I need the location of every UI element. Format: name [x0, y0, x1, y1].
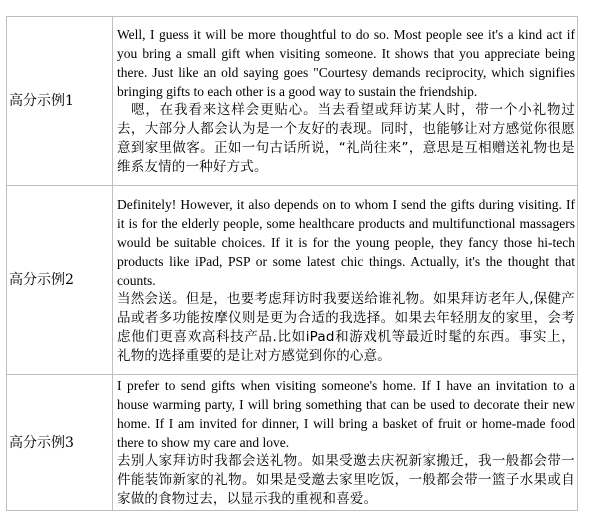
table-row	[7, 17, 578, 186]
answer-samples-sheet	[6, 16, 578, 511]
sample-chinese-text: 当然会送。但是，也要考虑拜访时我要送给谁礼物。如果拜访老年人,保健产品或者多功能按摩仪则是更为合适的我选择。如果去年轻朋友的家里，会考虑他们更喜欢高科技产品.比如iPad和游戏机等最近时髦的东西。事实上，礼物的选择重要的是让对方感觉到你的心意。	[117, 290, 575, 364]
answer-samples-table	[6, 16, 578, 511]
sample-english-text: Well, I guess it will be more thoughtful to do so. Most people see it's a kind act if you bring a small gift when visiting someone. It shows that you appreciate being there. Just like an old saying goes "Courtesy demands reciprocity, which signifies bringing gifts to each other is a good way to sustain the friendship.	[117, 27, 575, 99]
sample-label: 高分示例3	[7, 375, 113, 511]
table-row	[7, 375, 578, 511]
table-row	[7, 186, 578, 375]
sample-label: 高分示例1	[7, 17, 113, 186]
sample-chinese-text: 嗯，在我看来这样会更贴心。当去看望或拜访某人时，带一个小礼物过去，大部分人都会认为是一个友好的表现。同时，也能够让对方感觉你很愿意到家里做客。正如一句古话所说，“礼尚往来”，意思是互相赠送礼物也是维系友情的一种好方式。	[117, 102, 575, 175]
sample-label: 高分示例2	[7, 186, 113, 375]
sample-english-text: I prefer to send gifts when visiting someone's home. If I have an invitation to a house warming party, I will bring something that can be used to decorate their new home. If I am invited for dinner, I will bring a basket of fruit or home-made food there to show my care and love.	[117, 378, 575, 450]
sample-content	[113, 186, 578, 375]
sample-content	[113, 17, 578, 186]
sample-content	[113, 375, 578, 511]
sample-english-text: Definitely! However, it also depends on to whom I send the gifts during visiting. If it is for the elderly people, some healthcare products and multifunctional massagers would be suitable choices. If it is for the young people, they fancy those hi-tech products like iPad, PSP or some latest chic things. Actually, it's the thought that counts.	[117, 196, 575, 288]
sample-chinese-text: 去别人家拜访时我都会送礼物。如果受邀去庆祝新家搬迁，我一般都会带一件能装饰新家的礼物。如果是受邀去家里吃饭，一般都会带一篮子水果或自家做的食物过去，以显示我的重视和喜爱。	[117, 453, 575, 507]
